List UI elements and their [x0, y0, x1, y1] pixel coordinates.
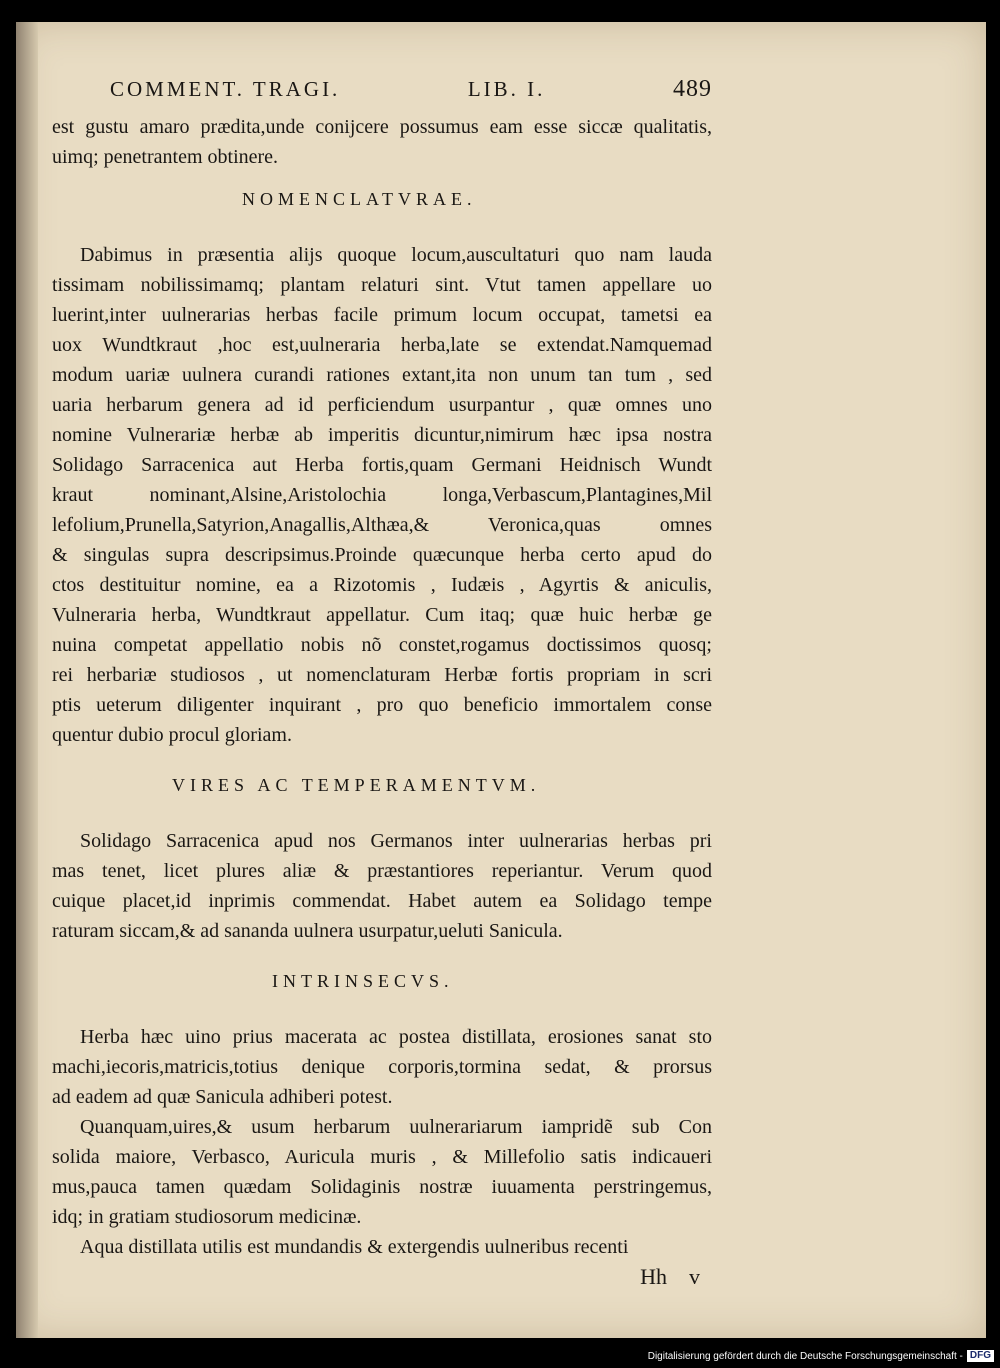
text-line: Solidago Sarracenica apud nos Germanos inter uulnerarias herbas pri: [80, 830, 712, 852]
text-line: uaria herbarum genera ad id perficiendum usurpantur , quæ omnes uno: [52, 394, 712, 416]
book-page: [16, 22, 986, 1338]
text-line: nomine Vulnerariæ herbæ ab imperitis dicuntur,nimirum hæc ipsa nostra: [52, 424, 712, 446]
text-line: mus,pauca tamen quædam Solidaginis nostræ iuuamenta perstringemus,: [52, 1176, 712, 1198]
text-line: rei herbariæ studiosos , ut nomenclaturam Herbæ fortis propriam in scri: [52, 664, 712, 686]
text-line: idq; in gratiam studiosorum medicinæ.: [52, 1206, 362, 1228]
running-head-title: COMMENT. TRAGI.: [110, 77, 341, 101]
text-line: uox Wundtkraut ,hoc est,uulneraria herba,late se extendat.Namquemad: [52, 334, 712, 356]
dfg-logo: DFG: [967, 1350, 994, 1362]
text-line: & singulas supra descripsimus.Proinde quæcunque herba certo apud do: [52, 544, 712, 566]
text-line: Solidago Sarracenica aut Herba fortis,quam Germani Heidnisch Wundt: [52, 454, 712, 476]
section-heading: NOMENCLATVRAE.: [242, 189, 477, 209]
catchword: [52, 1262, 712, 1292]
section-heading: INTRINSECVS.: [272, 971, 454, 991]
text-line: modum uariæ uulnera curandi rationes extant,ita non unum tan tum , sed: [52, 364, 712, 386]
section-heading: VIRES AC TEMPERAMENTVM.: [172, 775, 541, 795]
signature-number: v: [689, 1264, 700, 1289]
text-line: solida maiore, Verbasco, Auricula muris , & Millefolio satis indicaueri: [52, 1146, 712, 1168]
text-line: Aqua distillata utilis est mundandis & extergendis uulneribus recenti: [80, 1236, 629, 1258]
text-line: Herba hæc uino prius macerata ac postea distillata, erosiones sanat sto: [80, 1026, 712, 1048]
text-line: Quanquam,uires,& usum herbarum uulnerariarum iampridẽ sub Con: [80, 1116, 712, 1138]
text-line: lefolium,Prunella,Satyrion,Anagallis,Althæa,& Veronica,quas omnes: [52, 514, 712, 536]
text-line: machi,iecoris,matricis,totius denique corporis,tormina sedat, & prorsus: [52, 1056, 712, 1078]
text-line: uimq; penetrantem obtinere.: [52, 146, 279, 168]
text-line: cuique placet,id inprimis commendat. Habet autem ea Solidago tempe: [52, 890, 712, 912]
running-head: [110, 72, 712, 106]
page-number: 489: [672, 76, 712, 102]
text-line: luerint,inter uulnerarias herbas facile primum locum occupat, tametsi ea: [52, 304, 712, 326]
digitization-footer: [648, 1350, 994, 1362]
text-line: tissimam nobilissimamq; plantam relaturi sint. Vtut tamen appellare uo: [52, 274, 712, 296]
text-line: ad eadem ad quæ Sanicula adhiberi potest.: [52, 1086, 393, 1108]
text-block: [52, 72, 712, 1292]
text-line: est gustu amaro prædita,unde conijcere possumus eam esse siccæ qualitatis,: [52, 116, 712, 138]
text-line: nuina competat appellatio nobis nõ constet,rogamus doctissimos quosq;: [52, 634, 712, 656]
text-line: ptis ueterum diligenter inquirant , pro quo beneficio immortalem conse: [52, 694, 712, 716]
signature-mark: Hh: [640, 1264, 667, 1289]
page-gutter: [16, 22, 38, 1338]
text-line: kraut nominant,Alsine,Aristolochia longa,Verbascum,Plantagines,Mil: [52, 484, 712, 506]
sections: [52, 184, 712, 1262]
text-line: Dabimus in præsentia alijs quoque locum,auscultaturi quo nam lauda: [80, 244, 712, 266]
footer-text: Digitalisierung gefördert durch die Deutsche Forschungsgemeinschaft -: [647, 1350, 963, 1362]
text-line: quentur dubio procul gloriam.: [52, 724, 292, 746]
text-line: mas tenet, licet plures aliæ & præstantiores reperiantur. Verum quod: [52, 860, 712, 882]
text-line: raturam siccam,& ad sananda uulnera usurpatur,ueluti Sanicula.: [52, 920, 563, 942]
running-head-book: LIB. I.: [467, 77, 546, 101]
text-line: Vulneraria herba, Wundtkraut appellatur. Cum itaq; quæ huic herbæ ge: [52, 604, 712, 626]
text-line: ctos destituitur nomine, ea a Rizotomis , Iudæis , Agyrtis & aniculis,: [52, 574, 712, 596]
